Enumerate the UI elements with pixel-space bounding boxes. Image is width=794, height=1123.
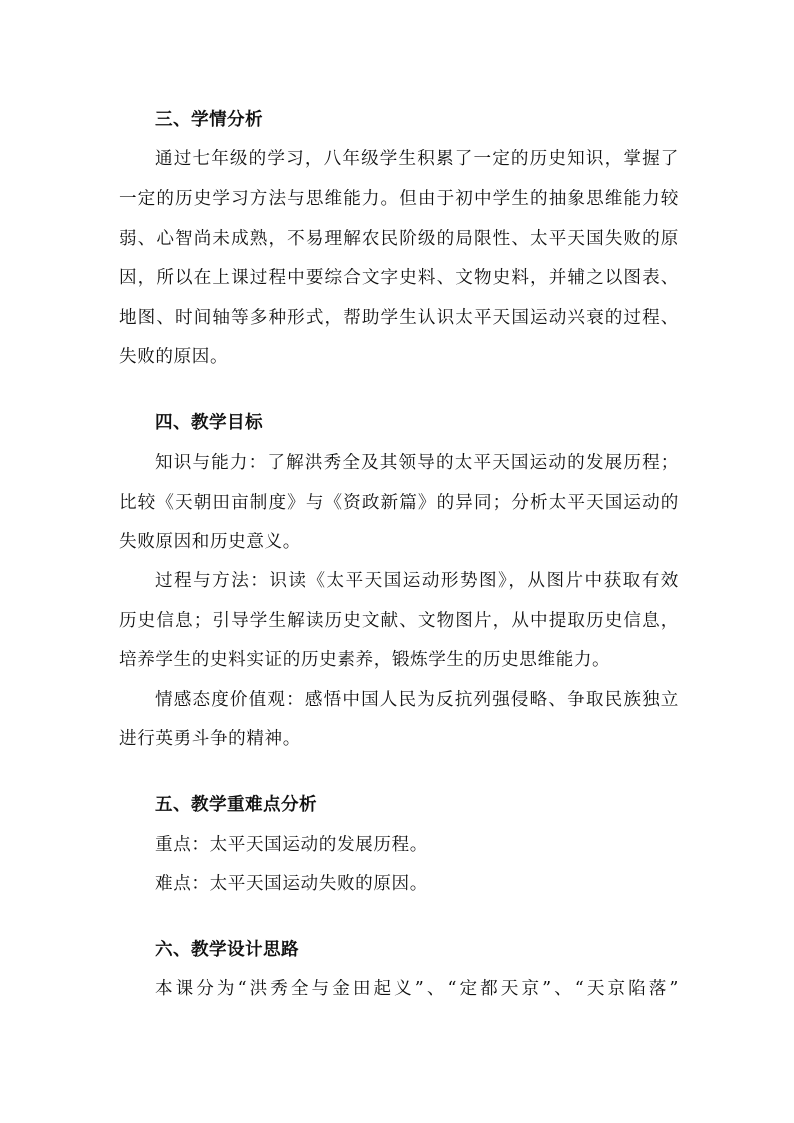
- paragraph-line: 本课分为“洪秀全与金田起义”、“定都天京”、“天京陷落”: [155, 979, 679, 999]
- key-point-line: 重点：太平天国运动的发展历程。: [155, 835, 428, 855]
- paragraph-line: 历史信息；引导学生解读历史文献、文物图片，从中提取历史信息，: [119, 611, 679, 631]
- paragraph-line: 一定的历史学习方法与思维能力。但由于初中学生的抽象思维能力较: [119, 189, 679, 209]
- section-heading-learning-analysis: 三、学情分析: [155, 110, 263, 130]
- paragraph-line: 因，所以在上课过程中要综合文字史料、文物史料，并辅之以图表、: [119, 268, 679, 288]
- section-heading-design-approach: 六、教学设计思路: [155, 940, 299, 960]
- section-heading-key-difficult-points: 五、教学重难点分析: [155, 795, 317, 815]
- paragraph-line: 通过七年级的学习，八年级学生积累了一定的历史知识，掌握了: [155, 149, 679, 169]
- paragraph-line: 过程与方法：识读《太平天国运动形势图》，从图片中获取有效: [155, 571, 679, 591]
- difficult-point-line: 难点：太平天国运动失败的原因。: [155, 874, 428, 894]
- paragraph-line: 失败原因和历史意义。: [119, 532, 301, 552]
- paragraph-line: 比较《天朝田亩制度》与《资政新篇》的异同；分析太平天国运动的: [119, 493, 679, 513]
- paragraph-line: 情感态度价值观：感悟中国人民为反抗列强侵略、争取民族独立: [155, 690, 679, 710]
- paragraph-line: 进行英勇斗争的精神。: [119, 729, 301, 749]
- paragraph-line: 知识与能力：了解洪秀全及其领导的太平天国运动的发展历程；: [155, 453, 679, 473]
- section-heading-teaching-objectives: 四、教学目标: [155, 413, 263, 433]
- paragraph-line: 弱、心智尚未成熟，不易理解农民阶级的局限性、太平天国失败的原: [119, 229, 679, 249]
- paragraph-line: 地图、时间轴等多种形式，帮助学生认识太平天国运动兴衰的过程、: [119, 308, 679, 328]
- paragraph-line: 培养学生的史料实证的历史素养，锻炼学生的历史思维能力。: [119, 650, 611, 670]
- paragraph-line: 失败的原因。: [119, 347, 229, 367]
